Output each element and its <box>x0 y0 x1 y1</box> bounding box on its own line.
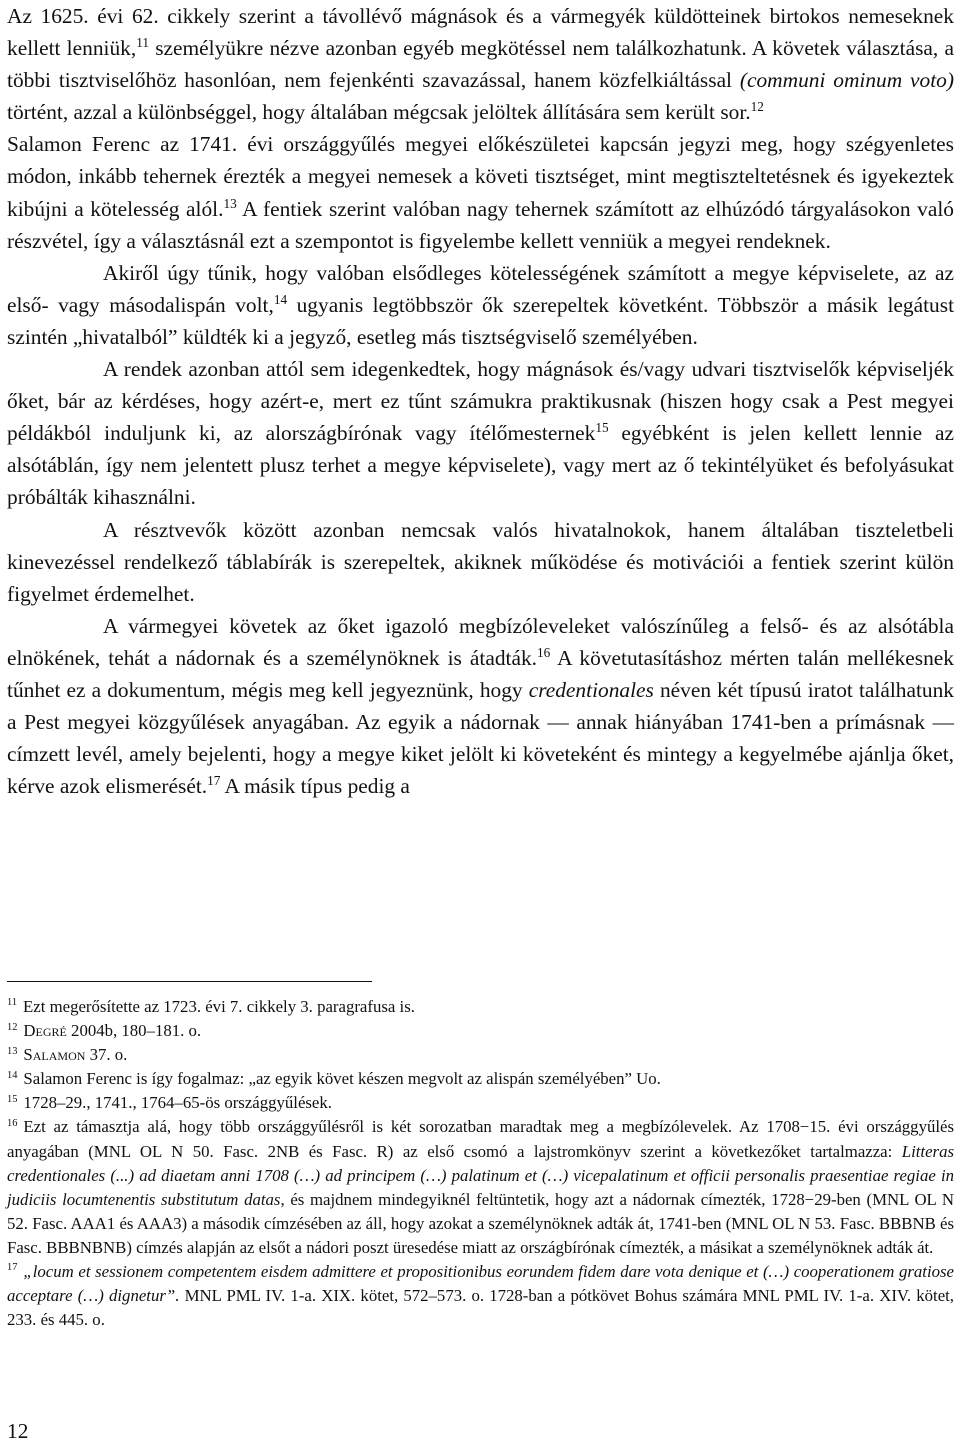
footnote-number: 11 <box>7 997 18 1009</box>
footnote-ref-13[interactable]: 13 <box>223 195 237 211</box>
footnote-ref-14[interactable]: 14 <box>273 291 288 307</box>
text-run: A rendek azonban attól sem idegenkedtek, hogy mágnások és/vagy udvari tisztviselők képviseljék őket, bár az kérdéses, hogy azért-e, mert ez tűnt számukra praktikusnak (hiszen hogy csak a Pest megyei példákból induljunk ki, az alországbírónak vagy ítélőmesternek <box>7 357 954 446</box>
text-run: A követutasításhoz mérten talán mellékesnek tűnhet ez a dokumentum, mégis meg kell jegyeznünk, hogy <box>7 645 954 702</box>
text-run: néven két típusú iratot találhatunk a Pest megyei közgyűlések anyagában. Az egyik a nádornak — annak hiányában 1741-ben a prímásnak — címzett levél, amely bejelenti, hogy a megye kiket jelölt ki követeként és mintegy a kegyelmébe ajánlja őket, kérve azok elismerését. <box>7 677 954 799</box>
main-text <box>7 0 954 802</box>
paragraph-6 <box>7 610 954 803</box>
page-number: 12 <box>7 1419 29 1443</box>
footnote-11 <box>7 995 954 1019</box>
text-run: A másik típus pedig a <box>220 774 410 799</box>
text-run: ugyanis legtöbbször ők szerepeltek követként. Többször a másik legátust szintén „hivatalból” küldték ki a jegyző, esetleg más tisztségviselő személyében. <box>7 292 955 349</box>
paragraph-4 <box>7 353 954 513</box>
latin-quote: Litteras credentionales (...) ad diaetam anni 1708 (…) ad principem (…) palatinum et (…) vicepalatinum et officii personalis praesentiae regiae in judiciis locumtenentis substitutum datas <box>7 1141 954 1209</box>
footnote-separator <box>7 981 372 982</box>
footnote-text: 2004b, 180–181. o. <box>66 1021 202 1041</box>
latin-term: credentionales <box>528 677 654 702</box>
footnote-number: 15 <box>7 1093 18 1105</box>
footnote-ref-16[interactable]: 16 <box>537 644 551 660</box>
text-run: A fentiek szerint valóban nagy tehernek számított az elhúzódó tárgyalásokon való részvétel, így a választásnál ezt a szempontot is figyelembe kellett venniük a megyei rendeknek. <box>7 196 954 253</box>
text-run: egyébként is jelen kellett lennie az alsótáblán, így nem jelentett plusz terhet a megye képviselete), vagy mert az ő tekintélyüket és befolyásukat próbálták kihasználni. <box>7 421 954 510</box>
footnote-13 <box>7 1043 954 1067</box>
latin-quote: „locum et sessionem competentem eisdem admittere et propositionibus eorundem fidem dare vota denique et (…) cooperationem gratiose acceptare (…) dignetur”. <box>7 1262 954 1306</box>
footnote-text: 37. o. <box>85 1045 128 1065</box>
footnote-number: 17 <box>7 1262 18 1274</box>
footnote-text: Salamon Ferenc is így fogalmaz: „az egyik követ készen megvolt az alispán személyében” Uo. <box>23 1069 661 1089</box>
text-run: Az 1625. évi 62. cikkely szerint a távollévő mágnások és a vármegyék küldötteinek birtokos nemeseknek kellett lenniük, <box>7 4 954 61</box>
paragraph-1 <box>7 0 954 128</box>
citation-author: Degré <box>23 1021 67 1041</box>
footnote-ref-12[interactable]: 12 <box>750 99 764 115</box>
footnotes <box>7 995 954 1332</box>
footnote-ref-17[interactable]: 17 <box>207 773 221 789</box>
citation-author: Salamon <box>23 1045 86 1065</box>
footnote-number: 14 <box>7 1069 18 1081</box>
footnote-number: 16 <box>7 1117 18 1129</box>
text-run: történt, azzal a különbséggel, hogy általában mégcsak jelöltek állítására sem került sor. <box>7 100 751 125</box>
paragraph-5: A résztvevők között azonban nemcsak valós hivatalnokok, hanem általában tiszteletbeli kinevezéssel rendelkező táblabírák is szerepeltek, akiknek működése és motivációi a fentiek szerint külön figyelmet érdemelhet. <box>7 517 954 606</box>
footnote-text: , és majdnem mindegyiknél feltüntetik, hogy azt a nádornak címezték, 1728−29-ben (MNL OL N 52. Fasc. AAA1 és AAA3) a második címzésében az áll, hogy azokat a személynöknek adták át, 1741-ben (MNL OL N 53. Fasc. BBBNB és Fasc. BBBNBNB) címzés alapján az elsőt a nádori poszt üresedése miatt az országbírónak címezték, a másikat a személynöknek adták át. <box>7 1189 954 1257</box>
text-run: személyükre nézve azonban egyéb megkötéssel nem találkozhatunk. A követek választása, a többi tisztviselőhöz hasonlóan, nem fejenkénti szavazással, hanem közfelkiáltással <box>7 36 955 93</box>
footnote-text: Ezt az támasztja alá, hogy több országgyűlésről is két sorozatban maradtak meg a megbízólevelek. Az 1708−15. évi országgyűlés anyagában (MNL OL N 50. Fasc. 2NB és Fasc. R) az első csomó a lajstromkönyv szerint a következőket tartalmazza: <box>7 1117 954 1161</box>
footnote-16 <box>7 1115 954 1260</box>
footnote-ref-11[interactable]: 11 <box>136 34 149 50</box>
paragraph-2 <box>7 128 954 256</box>
latin-phrase: (communi ominum voto) <box>739 68 954 93</box>
footnote-text: 1728–29., 1741., 1764–65-ös országgyűlések. <box>23 1093 332 1113</box>
footnote-14 <box>7 1067 954 1091</box>
text-run: Akiről úgy tűnik, hogy valóban elsődleges kötelességének számított a megye képviselete, az az első- vagy másodalispán volt, <box>7 260 954 317</box>
footnote-15 <box>7 1091 954 1115</box>
footnote-12 <box>7 1019 954 1043</box>
footnote-number: 12 <box>7 1021 18 1033</box>
paragraph-3 <box>7 257 954 353</box>
footnote-text: MNL PML IV. 1-a. XIX. kötet, 572–573. o. 1728-ban a pótkövet Bohus számára MNL PML IV. 1-a. XIV. kötet, 233. és 445. o. <box>7 1286 955 1330</box>
text-run: Salamon Ferenc az 1741. évi országgyűlés megyei előkészületei kapcsán jegyzi meg, hogy szégyenletes módon, inkább tehernek érezték a megyei nemesek a követi tisztséget, mint megtiszteltetésnek és igyekeztek kibújni a kötelesség alól. <box>7 132 954 221</box>
footnote-ref-15[interactable]: 15 <box>595 420 609 436</box>
text-run: A vármegyei követek az őket igazoló megbízóleveleket valószínűleg a felső- és az alsótábla elnökének, tehát a nádornak és a személynöknek is átadták. <box>7 613 954 670</box>
footnote-text: Ezt megerősítette az 1723. évi 7. cikkely 3. paragrafusa is. <box>23 997 415 1016</box>
footnote-number: 13 <box>7 1045 18 1057</box>
footnote-17 <box>7 1260 954 1332</box>
